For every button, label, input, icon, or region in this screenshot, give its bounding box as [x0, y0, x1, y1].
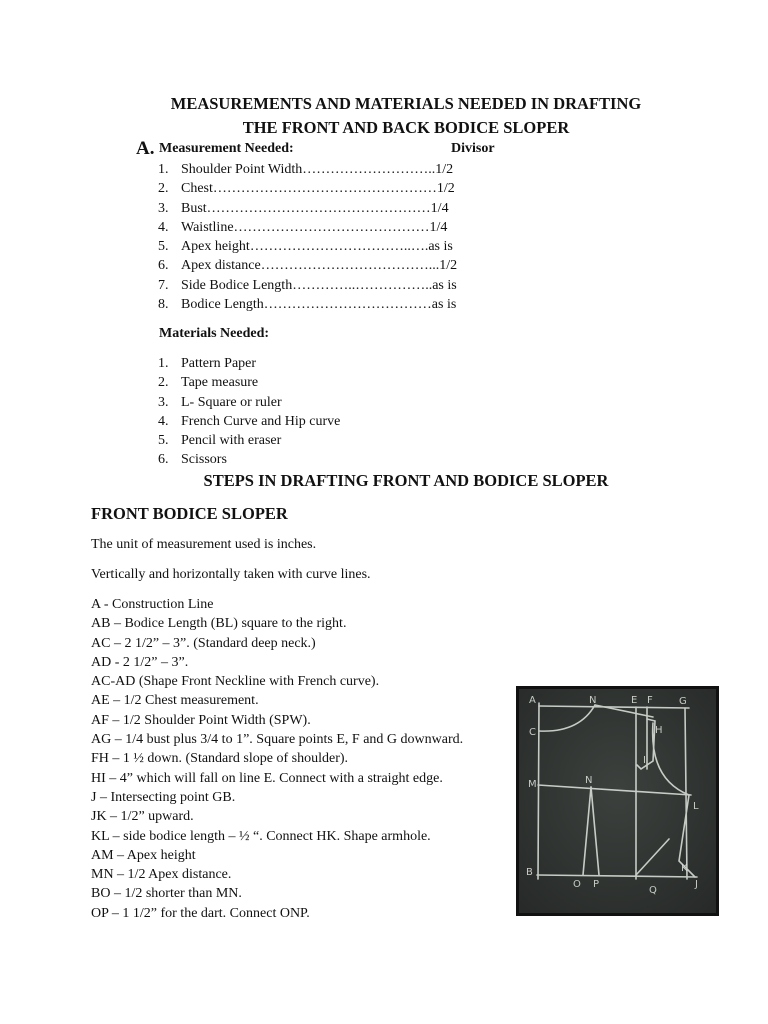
title-line-1: MEASUREMENTS AND MATERIALS NEEDED IN DRAFTING [170, 94, 642, 113]
label-b: B [526, 867, 533, 878]
label-i: I [643, 755, 646, 766]
measurement-label: Measurement Needed: [159, 141, 294, 156]
step-item: J – Intersecting point GB. [91, 789, 236, 805]
unit-paragraph: The unit of measurement used is inches. [91, 537, 317, 552]
list-item: 5. Apex height……………………………..….as is [158, 239, 453, 255]
list-item: 8. Bodice Length………………………………as is [158, 297, 457, 313]
materials-label: Materials Needed: [159, 326, 270, 341]
label-d-n: N [589, 695, 597, 706]
list-item: 5. Pencil with eraser [158, 433, 282, 449]
materials-list [158, 354, 340, 470]
label-g: G [679, 696, 687, 707]
label-o: O [573, 879, 581, 890]
front-bodice-title: FRONT BODICE SLOPER [91, 504, 288, 523]
list-item: 6. Apex distance………………………………...1/2 [158, 258, 458, 274]
step-item: MN – 1/2 Apex distance. [91, 867, 232, 883]
label-n: N [585, 775, 593, 786]
label-m: M [528, 779, 537, 790]
step-item: AG – 1/4 bust plus 3/4 to 1”. Square points E, F and G downward. [91, 732, 464, 748]
curve-paragraph: Vertically and horizontally taken with curve lines. [91, 567, 371, 582]
label-p: P [593, 879, 600, 890]
step-item: AF – 1/2 Shoulder Point Width (SPW). [91, 712, 311, 728]
step-item: AM – Apex height [91, 847, 196, 863]
label-h: H [655, 725, 663, 736]
list-item: 6. Scissors [158, 452, 227, 468]
label-q: Q [649, 885, 657, 896]
step-item: FH – 1 ½ down. (Standard slope of shoulder). [91, 751, 349, 767]
steps-title: STEPS IN DRAFTING FRONT AND BODICE SLOPER [203, 471, 609, 490]
step-item: JK – 1/2” upward. [91, 809, 194, 825]
step-item: OP – 1 1/2” for the dart. Connect ONP. [91, 905, 310, 921]
bodice-draft-photo [516, 686, 719, 916]
divisor-header: Divisor [451, 141, 495, 156]
label-l: L [693, 801, 699, 812]
label-j: J [695, 879, 698, 890]
label-e: E [631, 695, 638, 706]
list-item: 2. Tape measure [158, 375, 259, 391]
list-item: 3. Bust…………………………………………1/4 [158, 200, 449, 216]
list-item: 2. Chest…………………………………………1/2 [158, 181, 455, 197]
step-item: BO – 1/2 shorter than MN. [91, 886, 242, 902]
label-c: C [529, 727, 536, 738]
list-item: 7. Side Bodice Length…………..……………..as is [158, 277, 457, 293]
title-line-2: THE FRONT AND BACK BODICE SLOPER [242, 118, 570, 137]
step-item: AC – 2 1/2” – 3”. (Standard deep neck.) [91, 635, 316, 651]
list-item: 4. French Curve and Hip curve [158, 413, 341, 429]
step-item: AC-AD (Shape Front Neckline with French curve). [91, 674, 380, 690]
list-item: 3. L- Square or ruler [158, 394, 282, 410]
step-item: AE – 1/2 Chest measurement. [91, 693, 259, 709]
step-item: AB – Bodice Length (BL) square to the right. [91, 616, 347, 632]
steps-list [91, 595, 463, 923]
bodice-draft-drawing [519, 689, 716, 913]
construction-line-a [538, 703, 539, 879]
step-item: A - Construction Line [91, 597, 214, 612]
list-item: 1. Shoulder Point Width………………………..1/2 [158, 162, 454, 177]
list-item: 1. Pattern Paper [158, 356, 257, 371]
label-a: A [529, 695, 536, 706]
step-item: AD - 2 1/2” – 3”. [91, 654, 189, 670]
list-item: 4. Waistline……………………………………1/4 [158, 219, 448, 235]
section-letter: A. [136, 138, 155, 159]
step-item: KL – side bodice length – ½ “. Connect HK. Shape armhole. [91, 828, 431, 844]
measurement-list [158, 160, 457, 314]
step-item: HI – 4” which will fall on line E. Connect with a straight edge. [91, 770, 443, 786]
label-f: F [647, 695, 653, 706]
label-k: K [681, 863, 688, 874]
